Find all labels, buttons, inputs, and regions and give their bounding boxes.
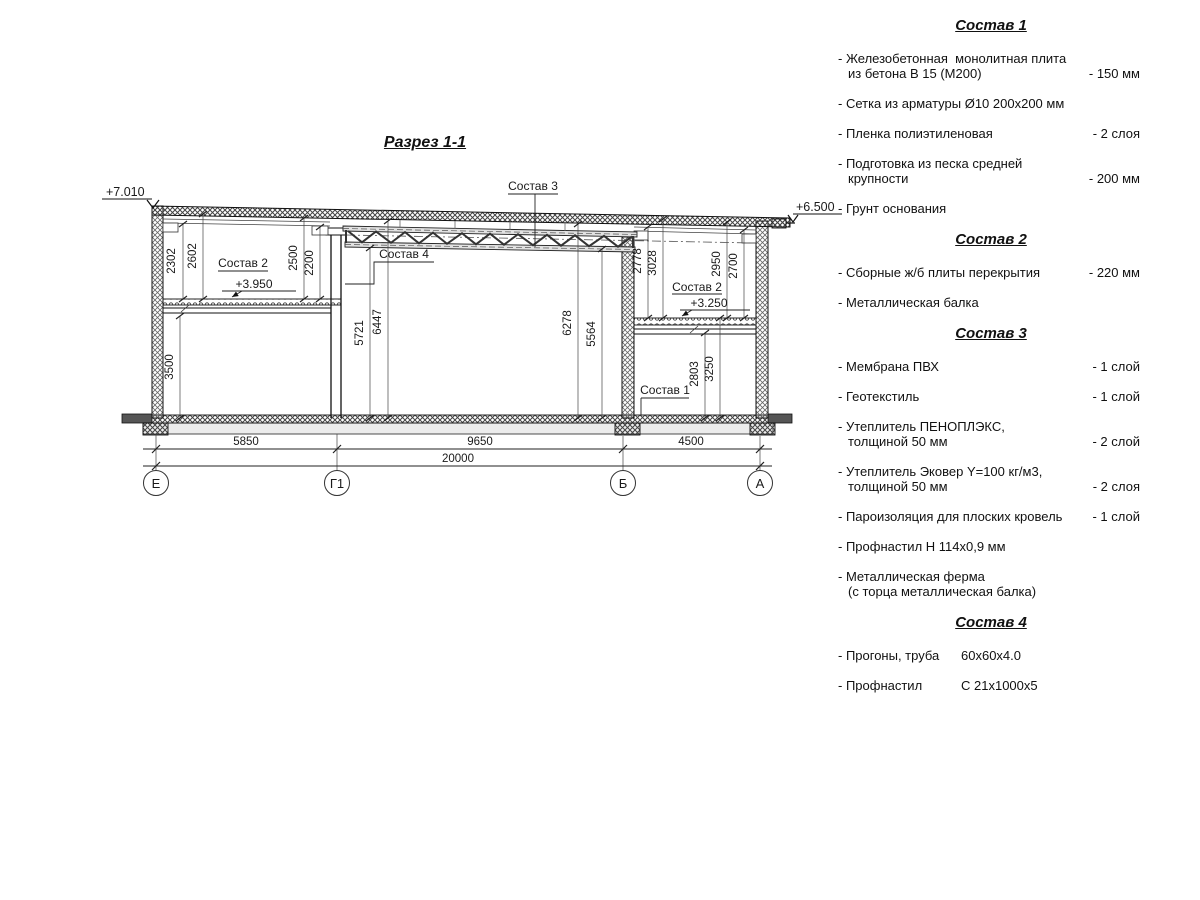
axis-g1: Г1 xyxy=(329,476,345,491)
material-item xyxy=(838,265,1144,280)
dim-3028: 3028 xyxy=(647,250,659,276)
item-value: - 150 мм xyxy=(1088,66,1140,81)
axis-bubbles xyxy=(144,471,773,496)
item-text: - Профнастил Н 114х0,9 мм xyxy=(838,539,1006,554)
dim-5721: 5721 xyxy=(354,320,366,346)
item-value: - 220 мм xyxy=(1088,265,1140,280)
materials-panel xyxy=(838,18,1144,708)
item-text: толщиной 50 мм xyxy=(848,434,948,449)
dim-2500: 2500 xyxy=(288,245,300,271)
label-sostav4: Состав 4 xyxy=(379,247,429,261)
item-value: С 21х1000х5 xyxy=(961,678,1038,693)
item-value: - 1 слой xyxy=(1092,509,1140,524)
dim-6278: 6278 xyxy=(562,310,574,336)
elevation-right-value: +6.500 xyxy=(796,200,835,214)
slab-right xyxy=(634,318,756,334)
dim-3500: 3500 xyxy=(164,354,176,380)
item-text: - Грунт основания xyxy=(838,201,947,216)
item-text: - Сборные ж/б плиты перекрытия xyxy=(838,265,1041,280)
material-item xyxy=(838,464,1144,494)
item-text: (с торца металлическая балка) xyxy=(848,584,1037,599)
item-text: - Пароизоляция для плоских кровель xyxy=(838,509,1063,524)
item-text: - Утеплитель Эковер Y=100 кг/м3, xyxy=(838,464,1043,479)
elevation-left-value: +7.010 xyxy=(106,185,145,199)
item-text: - Профнастил xyxy=(838,678,923,693)
slab-left xyxy=(163,299,341,313)
label-sostav1: Состав 1 xyxy=(640,383,690,397)
item-text: - Пленка полиэтиленовая xyxy=(838,126,993,141)
dim-6447: 6447 xyxy=(372,309,384,335)
item-value: - 2 слой xyxy=(1092,434,1140,449)
section-title: Состав 4 xyxy=(955,614,1027,631)
horizontal-dimensions xyxy=(143,434,772,470)
section-drawing xyxy=(0,0,860,520)
item-text: - Прогоны, труба xyxy=(838,648,940,663)
section-title: Состав 1 xyxy=(955,17,1027,34)
axis-b: Б xyxy=(618,476,628,491)
material-item xyxy=(838,648,1144,663)
item-text: - Мембрана ПВХ xyxy=(838,359,939,374)
item-text: - Металлическая ферма xyxy=(838,569,985,584)
label-level-right: +3.250 xyxy=(690,296,728,310)
item-value: - 2 слоя xyxy=(1092,126,1140,141)
dim-9650: 9650 xyxy=(467,436,493,448)
item-text: - Металлическая балка xyxy=(838,295,979,310)
dim-2302: 2302 xyxy=(166,248,178,274)
dim-2950: 2950 xyxy=(711,251,723,277)
item-value: - 1 слой xyxy=(1092,359,1140,374)
item-text: - Геотекстиль xyxy=(838,389,920,404)
material-item xyxy=(838,201,1144,216)
label-sostav3: Состав 3 xyxy=(508,179,558,193)
label-level-left: +3.950 xyxy=(235,277,273,291)
section-sostav-2 xyxy=(838,232,1144,310)
material-item xyxy=(838,678,1144,693)
material-item xyxy=(838,569,1144,599)
dim-20000: 20000 xyxy=(442,453,474,465)
item-text: из бетона В 15 (М200) xyxy=(848,66,982,81)
dim-2200: 2200 xyxy=(304,250,316,276)
section-sostav-3 xyxy=(838,326,1144,599)
material-item xyxy=(838,156,1144,186)
item-value: 60х60х4.0 xyxy=(961,648,1021,663)
label-sostav2-left: Состав 2 xyxy=(218,256,268,270)
material-item xyxy=(838,389,1144,404)
item-text: толщиной 50 мм xyxy=(848,479,948,494)
material-item xyxy=(838,509,1144,524)
floor-slab xyxy=(122,414,792,435)
material-item xyxy=(838,96,1144,111)
dim-5564: 5564 xyxy=(586,321,598,347)
item-text: - Утеплитель ПЕНОПЛЭКС, xyxy=(838,419,1005,434)
material-item xyxy=(838,51,1144,81)
dim-2700: 2700 xyxy=(728,253,740,279)
item-value: - 1 слой xyxy=(1092,389,1140,404)
section-title: Состав 2 xyxy=(955,231,1027,248)
material-item xyxy=(838,295,1144,310)
axis-a: А xyxy=(755,476,765,491)
dim-5850: 5850 xyxy=(233,436,259,448)
axis-e: Е xyxy=(151,476,161,491)
material-item xyxy=(838,539,1144,554)
material-item xyxy=(838,126,1144,141)
section-sostav-1 xyxy=(838,18,1144,216)
dim-3250: 3250 xyxy=(704,356,716,382)
dim-2602: 2602 xyxy=(187,243,199,269)
material-item xyxy=(838,419,1144,449)
item-text: - Железобетонная монолитная плита xyxy=(838,51,1067,66)
item-value: - 200 мм xyxy=(1088,171,1140,186)
section-sostav-4 xyxy=(838,615,1144,693)
item-value: - 2 слоя xyxy=(1092,479,1140,494)
material-item xyxy=(838,359,1144,374)
dim-4500: 4500 xyxy=(678,436,704,448)
dim-2803: 2803 xyxy=(689,361,701,387)
item-text: крупности xyxy=(848,171,909,186)
column-g1 xyxy=(326,228,346,418)
section-title: Состав 3 xyxy=(955,325,1027,342)
item-text: - Подготовка из песка средней xyxy=(838,156,1023,171)
item-text: - Сетка из арматуры Ø10 200х200 мм xyxy=(838,96,1065,111)
label-sostav2-right: Состав 2 xyxy=(672,280,722,294)
dim-2778: 2778 xyxy=(632,248,644,274)
drawing-title: Разрез 1-1 xyxy=(383,134,467,151)
